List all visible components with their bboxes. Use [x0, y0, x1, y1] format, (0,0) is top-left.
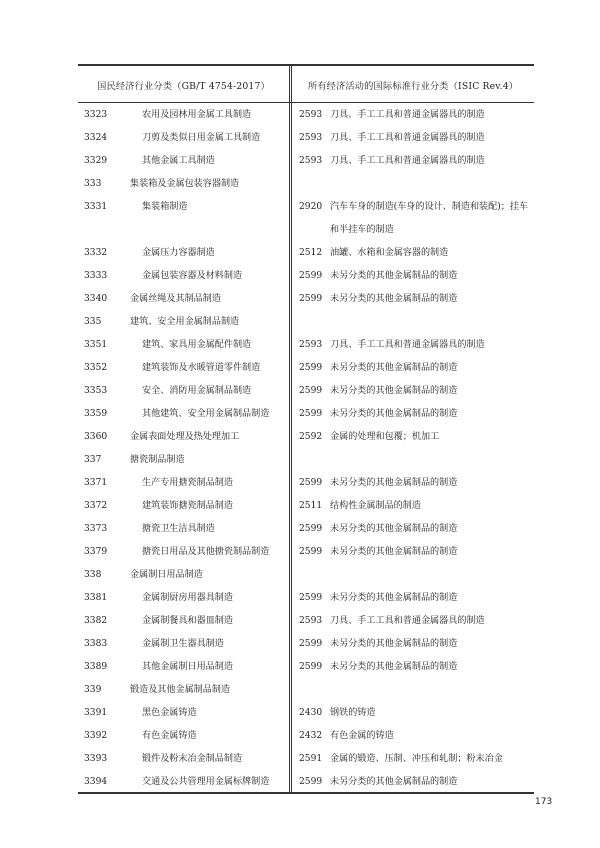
header-isic: 所有经济活动的国际标准行业分类（ISIC Rev.4）	[307, 81, 519, 92]
gbt-name: 金属表面处理及热处理加工	[130, 432, 240, 442]
gbt-code: 3324	[84, 133, 108, 143]
gbt-name: 建筑装饰搪瓷制品制造	[142, 501, 233, 511]
isic-name: 未另分类的其他金属制品的制造	[330, 271, 458, 281]
isic-code: 2599	[299, 524, 323, 534]
isic-code: 2593	[299, 156, 323, 166]
gbt-name: 锻件及粉末冶金制品制造	[142, 754, 243, 764]
isic-name: 刀具、手工工具和普通金属器具的制造	[330, 616, 485, 626]
gbt-name: 金属压力容器制造	[142, 248, 215, 258]
gbt-name: 搪瓷卫生洁具制造	[142, 524, 215, 534]
isic-name: 刀具、手工工具和普通金属器具的制造	[330, 133, 485, 143]
isic-code: 2511	[299, 501, 323, 511]
gbt-code: 3352	[84, 363, 108, 373]
isic-code: 2593	[299, 133, 323, 143]
table-row	[78, 679, 534, 702]
isic-code: 2512	[299, 248, 323, 258]
gbt-name: 有色金属铸造	[142, 731, 197, 741]
table-row	[78, 173, 534, 196]
isic-name: 汽车车身的制造(车身的设计、制造和装配)；挂车和半挂车的制造	[330, 202, 529, 235]
isic-code: 2432	[299, 731, 323, 741]
isic-code: 2599	[299, 593, 323, 603]
isic-code: 2599	[299, 478, 323, 488]
gbt-name: 金属制卫生器具制造	[142, 639, 224, 649]
gbt-name: 金属制日用品制造	[130, 570, 203, 580]
gbt-name: 锻造及其他金属制品制造	[130, 685, 231, 695]
isic-name: 未另分类的其他金属制品的制造	[330, 662, 458, 672]
gbt-name: 其他金属制日用品制造	[142, 662, 233, 672]
gbt-code: 3360	[84, 432, 108, 442]
table-row	[78, 633, 534, 656]
gbt-code: 335	[84, 317, 102, 327]
isic-name: 未另分类的其他金属制品的制造	[330, 593, 458, 603]
isic-name: 金属的锻造、压制、冲压和轧制；粉末冶金	[330, 754, 503, 764]
gbt-name: 建筑装饰及水暖管道零件制造	[142, 363, 261, 373]
isic-code: 2599	[299, 271, 323, 281]
isic-code: 2920	[299, 202, 323, 212]
gbt-name: 金属制厨房用器具制造	[142, 593, 233, 603]
gbt-code: 3372	[84, 501, 108, 511]
isic-code: 2599	[299, 386, 323, 396]
table-row	[78, 288, 534, 311]
gbt-name: 金属制餐具和器皿制造	[142, 616, 233, 626]
isic-code: 2593	[299, 616, 323, 626]
gbt-code: 337	[84, 455, 102, 465]
table-row	[78, 127, 534, 150]
table-row	[78, 380, 534, 403]
table-row	[78, 449, 534, 472]
isic-name: 未另分类的其他金属制品的制造	[330, 524, 458, 534]
isic-code: 2592	[299, 432, 323, 442]
isic-name: 有色金属的铸造	[330, 731, 394, 741]
table-row	[78, 357, 534, 380]
table-row	[78, 541, 534, 564]
gbt-code: 3332	[84, 248, 108, 258]
table-row	[78, 311, 534, 334]
table-row	[78, 725, 534, 748]
page-number: 173	[535, 797, 553, 807]
gbt-code: 3323	[84, 110, 108, 120]
gbt-name: 刀剪及类似日用金属工具制造	[142, 133, 261, 143]
gbt-name: 集装箱制造	[142, 202, 188, 212]
table-row	[78, 564, 534, 587]
gbt-name: 搪瓷制品制造	[130, 455, 185, 465]
isic-code: 2599	[299, 547, 323, 557]
gbt-name: 金属包装容器及材料制造	[142, 271, 243, 281]
table-row	[78, 702, 534, 725]
gbt-code: 3382	[84, 616, 108, 626]
gbt-code: 3359	[84, 409, 108, 419]
table-row	[78, 656, 534, 679]
gbt-code: 3373	[84, 524, 108, 534]
gbt-code: 3392	[84, 731, 108, 741]
isic-name: 刀具、手工工具和普通金属器具的制造	[330, 110, 485, 120]
gbt-name: 建筑、家具用金属配件制造	[142, 340, 252, 350]
isic-name: 未另分类的其他金属制品的制造	[330, 294, 458, 304]
isic-name: 未另分类的其他金属制品的制造	[330, 409, 458, 419]
gbt-code: 3331	[84, 202, 108, 212]
table-row	[78, 196, 534, 242]
gbt-code: 3340	[84, 294, 108, 304]
header-gbt: 国民经济行业分类（GB/T 4754-2017）	[97, 81, 270, 92]
gbt-code: 339	[84, 685, 102, 695]
gbt-name: 集装箱及金属包装容器制造	[130, 179, 240, 189]
isic-name: 刀具、手工工具和普通金属器具的制造	[330, 340, 485, 350]
gbt-code: 338	[84, 570, 102, 580]
isic-code: 2599	[299, 294, 323, 304]
isic-code: 2599	[299, 777, 323, 787]
gbt-code: 333	[84, 179, 102, 189]
isic-name: 钢铁的铸造	[330, 708, 376, 718]
isic-name: 未另分类的其他金属制品的制造	[330, 639, 458, 649]
gbt-name: 金属丝绳及其制品制造	[130, 294, 221, 304]
table-row	[78, 265, 534, 288]
isic-name: 油罐、水箱和金属容器的制造	[330, 248, 449, 258]
isic-name: 未另分类的其他金属制品的制造	[330, 478, 458, 488]
gbt-code: 3391	[84, 708, 108, 718]
table-row	[78, 104, 534, 127]
table-row	[78, 610, 534, 633]
table-row	[78, 472, 534, 495]
classification-table	[78, 64, 534, 794]
table-top-rule	[78, 64, 534, 66]
gbt-name: 其他金属工具制造	[142, 156, 215, 166]
isic-code: 2599	[299, 363, 323, 373]
gbt-code: 3381	[84, 593, 108, 603]
gbt-code: 3329	[84, 156, 108, 166]
table-row	[78, 150, 534, 173]
isic-code: 2593	[299, 340, 323, 350]
gbt-code: 3371	[84, 478, 108, 488]
gbt-code: 3383	[84, 639, 108, 649]
gbt-name: 安全、消防用金属制品制造	[142, 386, 252, 396]
isic-code: 2430	[299, 708, 323, 718]
table-row	[78, 518, 534, 541]
isic-code: 2591	[299, 754, 323, 764]
table-header-rule	[78, 102, 534, 103]
gbt-name: 生产专用搪瓷制品制造	[142, 478, 233, 488]
gbt-name: 黑色金属铸造	[142, 708, 197, 718]
gbt-code: 3333	[84, 271, 108, 281]
isic-code: 2599	[299, 662, 323, 672]
gbt-name: 农用及园林用金属工具制造	[142, 110, 252, 120]
isic-name: 未另分类的其他金属制品的制造	[330, 386, 458, 396]
gbt-name: 建筑、安全用金属制品制造	[130, 317, 240, 327]
gbt-code: 3353	[84, 386, 108, 396]
table-row	[78, 495, 534, 518]
isic-code: 2593	[299, 110, 323, 120]
gbt-code: 3394	[84, 777, 108, 787]
table-row	[78, 334, 534, 357]
isic-name: 结构性金属制品的制造	[330, 501, 421, 511]
table-row	[78, 426, 534, 449]
table-row	[78, 242, 534, 265]
gbt-name: 其他建筑、安全用金属制品制造	[142, 409, 270, 419]
gbt-name: 交通及公共管理用金属标牌制造	[142, 777, 270, 787]
isic-name: 未另分类的其他金属制品的制造	[330, 547, 458, 557]
isic-name: 刀具、手工工具和普通金属器具的制造	[330, 156, 485, 166]
gbt-code: 3351	[84, 340, 108, 350]
table-body	[78, 104, 534, 794]
isic-code: 2599	[299, 409, 323, 419]
table-row	[78, 587, 534, 610]
gbt-code: 3389	[84, 662, 108, 672]
gbt-code: 3379	[84, 547, 108, 557]
table-row	[78, 403, 534, 426]
isic-name: 未另分类的其他金属制品的制造	[330, 363, 458, 373]
table-row	[78, 748, 534, 771]
isic-name: 未另分类的其他金属制品的制造	[330, 777, 458, 787]
gbt-code: 3393	[84, 754, 108, 764]
isic-code: 2599	[299, 639, 323, 649]
gbt-name: 搪瓷日用品及其他搪瓷制品制造	[142, 547, 270, 557]
isic-name: 金属的处理和包覆；机加工	[330, 432, 440, 442]
table-row	[78, 771, 534, 794]
